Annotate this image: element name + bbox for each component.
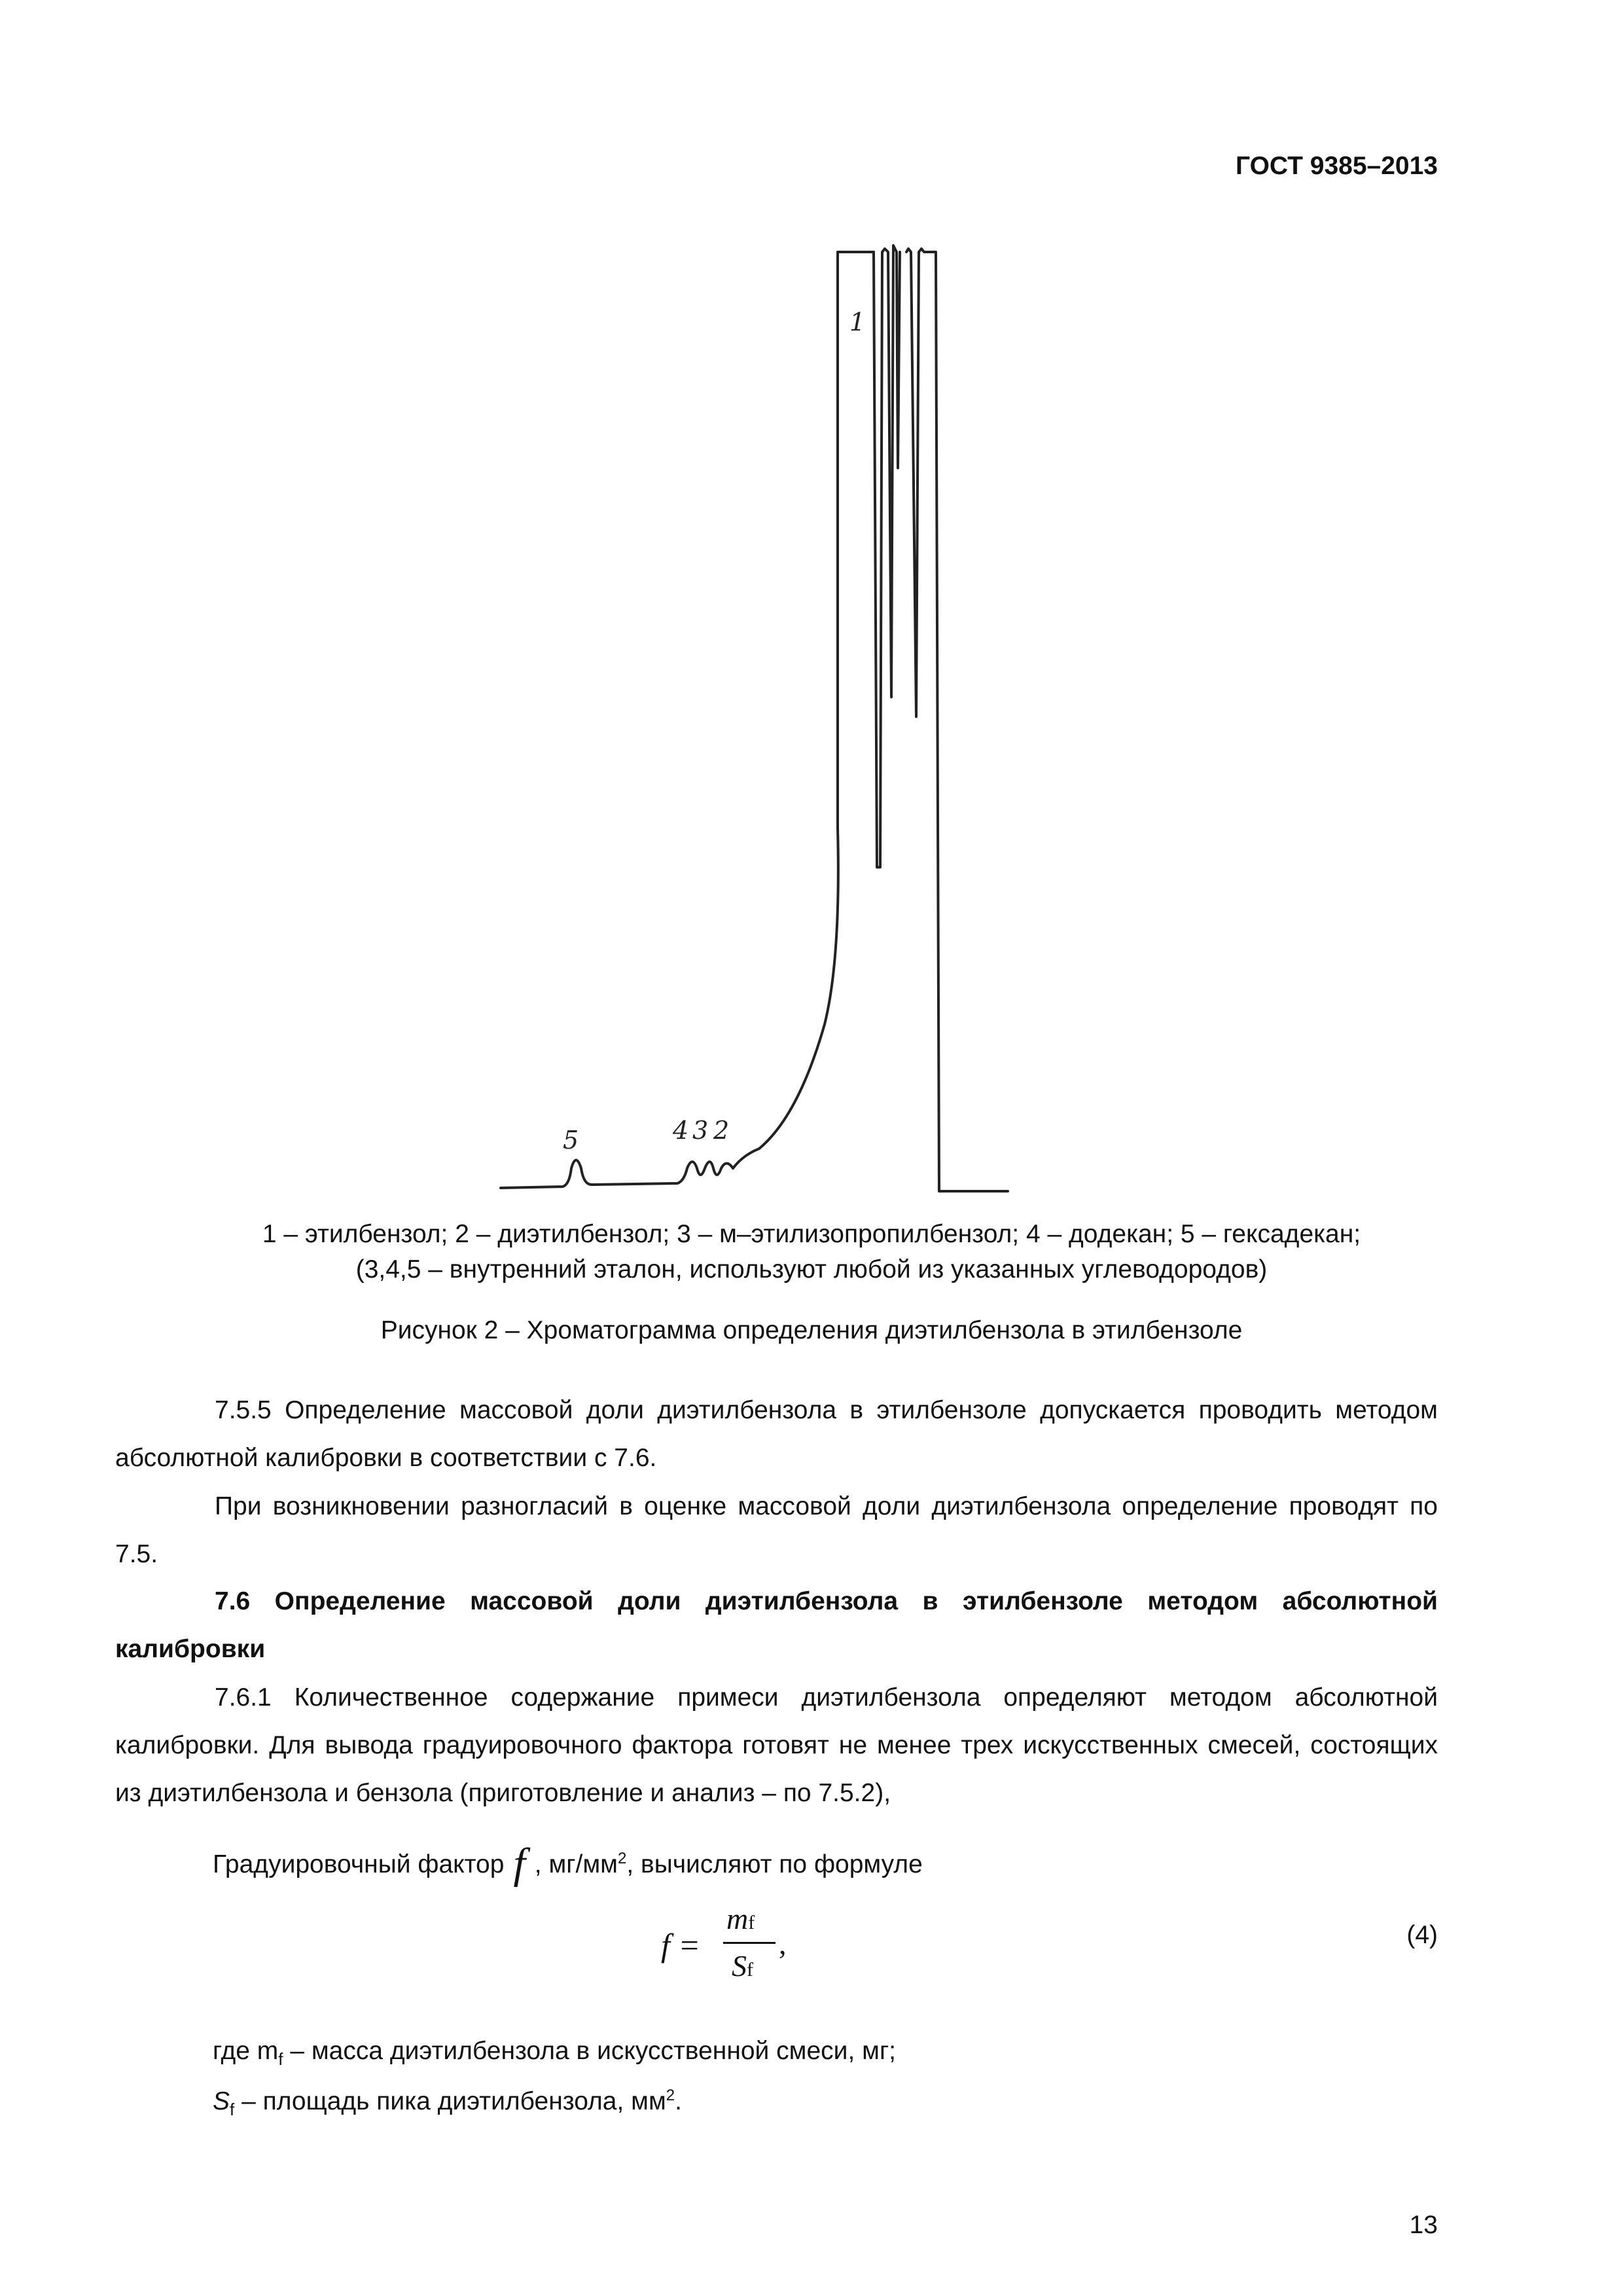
paragraph-disputes: При возникновении разногласий в оценке массовой доли диэтилбензола определение проводят по 7.5. (115, 1492, 1438, 1568)
paragraph-7-6-1: 7.6.1 Количественное содержание примеси диэтилбензола определяют методом абсолютной калибровки. Для вывода градуировочного фактора готовят не менее трех искусственных смесей, состоящих из диэтилбензола и бензола (приготовление и анализ – по 7.5.2), (115, 1683, 1438, 1807)
chromatogram-figure (484, 239, 1086, 1204)
equation-numerator: mf (726, 1902, 755, 1935)
peak-label-2: 2 (713, 1116, 730, 1145)
peak-1-outline (870, 245, 900, 867)
baseline-left (501, 252, 870, 1188)
equation-lhs: f = (661, 1927, 701, 1964)
formula-intro-end: , вычисляют по формуле (626, 1850, 923, 1878)
definition-sf: $S_f$ – площадь пика диэтилбензола, $мм^2$. (213, 2087, 682, 2119)
peak-label-5: 5 (563, 1126, 579, 1155)
formula-intro (213, 1839, 923, 1889)
figure-legend-line-1: 1 – этилбензол; 2 – диэтилбензол; 3 – м–этилизопропилбензол; 4 – додекан; 5 – гексадекан; (262, 1220, 1361, 1248)
document-header: ГОСТ 9385–2013 (1236, 152, 1438, 180)
peak-cluster (906, 249, 1008, 1191)
formula-unit-sup: 2 (617, 1850, 627, 1867)
peak-label-1: 1 (849, 308, 866, 336)
page-number: 13 (1409, 2211, 1438, 2239)
fraction-bar (723, 1942, 776, 1944)
formula-intro-text: Градуировочный фактор (213, 1850, 505, 1878)
equation-4 (661, 1901, 805, 2013)
formula-symbol: f (513, 1840, 526, 1888)
equation-denominator: Sf (732, 1949, 753, 1982)
definition-mf: где $m_f$ – масса диэтилбензола в искусственной смеси, мг; (213, 2037, 896, 2069)
formula-unit: , мг/мм (534, 1850, 618, 1878)
equation-comma: , (779, 1927, 787, 1960)
peak-label-3: 3 (692, 1116, 709, 1145)
figure-caption: Рисунок 2 – Хроматограмма определения диэтилбензола в этилбензоле (380, 1316, 1243, 1344)
paragraph-7-5-5: 7.5.5 Определение массовой доли диэтилбензола в этилбензоле допускается проводить методом абсолютной калибровки в соответствии с 7.6. (115, 1396, 1438, 1472)
equation-number: (4) (1406, 1921, 1438, 1949)
figure-legend-line-2: (3,4,5 – внутренний эталон, используют любой из указанных углеводородов) (355, 1255, 1268, 1283)
peak-label-4: 4 (673, 1116, 689, 1145)
section-heading-7-6: 7.6 Определение массовой доли диэтилбензола в этилбензоле методом абсолютной калибровки (115, 1587, 1438, 1663)
